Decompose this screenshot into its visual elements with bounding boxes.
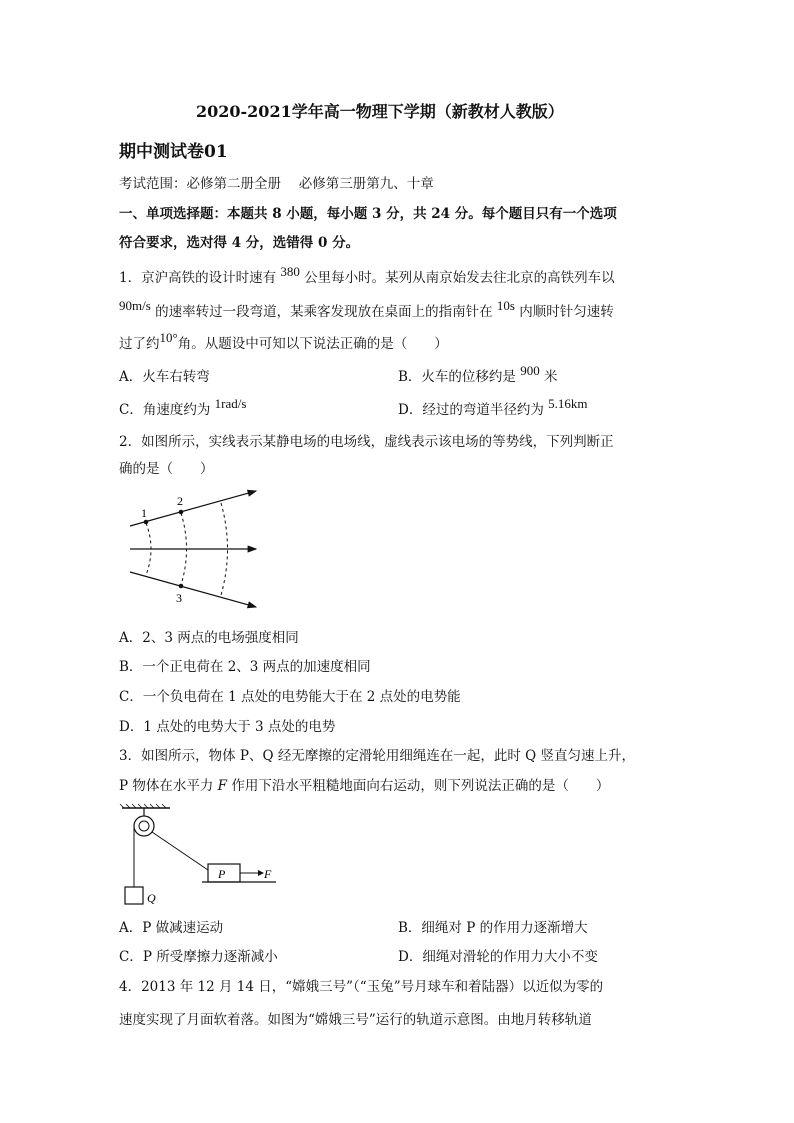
q1-option-c-text: C．角速度约为 bbox=[119, 402, 215, 418]
block-q bbox=[125, 887, 143, 904]
q1-option-c-value: 1rad/s bbox=[214, 396, 247, 411]
point-3 bbox=[179, 584, 184, 589]
q2-option-a: A．2、3 两点的电场强度相同 bbox=[119, 630, 299, 646]
block-q-label: Q bbox=[147, 891, 156, 905]
q2-option-d: D．1 点处的电势大于 3 点处的电势 bbox=[119, 719, 336, 735]
point-1-label: 1 bbox=[141, 506, 147, 520]
test-subtitle: 期中测试卷01 bbox=[119, 142, 228, 162]
q3-option-a: A．P 做减速运动 bbox=[119, 920, 224, 936]
rope-slanted bbox=[152, 832, 208, 870]
point-3-label: 3 bbox=[176, 591, 182, 605]
q1-option-b-unit: 米 bbox=[539, 369, 558, 385]
q1-stem-line1 bbox=[119, 264, 615, 288]
q1-option-d-text: D．经过的弯道半径约为 bbox=[398, 402, 549, 418]
q2-option-b: B．一个正电荷在 2、3 两点的加速度相同 bbox=[119, 659, 371, 675]
electric-field-diagram bbox=[118, 485, 268, 615]
q1-option-c bbox=[119, 396, 247, 420]
q1-text: 公里每小时。某列从南京始发去往北京的高铁列车以 bbox=[299, 270, 615, 286]
q3-stem-line1: 3．如图所示，物体 P、Q 经无摩擦的定滑轮用细绳连在一起，此时 Q 竖直匀速上升， bbox=[119, 748, 635, 764]
point-2-label: 2 bbox=[177, 494, 183, 508]
q3-text: 作用下沿水平粗糙地面向右运动，则下列说法正确的是（ ） bbox=[227, 778, 610, 794]
q2-stem-line2: 确的是（ ） bbox=[119, 461, 214, 477]
q1-option-b-text: B．火车的位移约是 bbox=[398, 369, 521, 385]
section-heading-line1: 一、单项选择题：本题共 8 小题，每小题 3 分，共 24 分。每个题目只有一个选项 bbox=[119, 206, 617, 222]
q1-time-value: 10s bbox=[496, 298, 515, 313]
block-p-label: P bbox=[218, 867, 226, 881]
q2-stem-line1: 2．如图所示，实线表示某静电场的电场线，虚线表示该电场的等势线，下列判断正 bbox=[119, 434, 614, 450]
q3-option-c: C．P 所受摩擦力逐渐减小 bbox=[119, 949, 278, 965]
q1-option-a: A．火车右转弯 bbox=[119, 369, 210, 385]
page-title: 2020-2021学年高一物理下学期（新教材人教版） bbox=[196, 102, 564, 121]
q3-text: P 物体在水平力 bbox=[119, 778, 218, 794]
q1-text: 内顺时针匀速转 bbox=[514, 304, 614, 320]
pulley-hub bbox=[139, 821, 149, 831]
q1-speed-value: 380 bbox=[280, 264, 300, 279]
q4-stem-line2: 速度实现了月面软着落。如图为“嫦娥三号”运行的轨道示意图。由地月转移轨道 bbox=[119, 1012, 592, 1028]
pulley-diagram bbox=[118, 802, 278, 912]
q1-option-b-value: 900 bbox=[520, 363, 540, 378]
point-2 bbox=[179, 510, 184, 515]
q1-text: 的速率转过一段弯道，某乘客发现放在桌面上的指南针在 bbox=[150, 304, 497, 320]
field-line-bottom bbox=[130, 572, 256, 607]
q3-force-symbol: F bbox=[217, 778, 228, 794]
section-heading-line2: 符合要求，选对得 4 分，选错得 0 分。 bbox=[119, 235, 360, 251]
q3-option-b: B．细绳对 P 的作用力逐渐增大 bbox=[398, 920, 588, 936]
q1-text: 角。从题设中可知以下说法正确的是（ ） bbox=[177, 336, 448, 352]
q3-option-d: D．细绳对滑轮的作用力大小不变 bbox=[398, 949, 598, 965]
q1-angle-value: 10° bbox=[159, 330, 178, 345]
q1-text: 过了约 bbox=[119, 336, 160, 352]
force-label: F bbox=[264, 867, 272, 881]
q4-stem-line1: 4．2013 年 12 月 14 日，“嫦娥三号”（“玉兔”号月球车和着陆器）以近似为零的 bbox=[119, 979, 604, 995]
q1-stem-line3 bbox=[119, 330, 448, 354]
q1-stem-line2 bbox=[119, 298, 614, 322]
q1-option-d bbox=[398, 396, 588, 420]
q1-option-d-value: 5.16km bbox=[548, 396, 588, 411]
q2-option-c: C．一个负电荷在 1 点处的电势能大于在 2 点处的电势能 bbox=[119, 689, 461, 705]
exam-scope: 考试范围：必修第二册全册 必修第三册第九、十章 bbox=[119, 176, 434, 192]
q1-text: 1．京沪高铁的设计时速有 bbox=[119, 270, 281, 286]
field-line-top bbox=[130, 491, 256, 526]
q1-option-b bbox=[398, 363, 558, 387]
q1-velocity-value: 90m/s bbox=[119, 298, 151, 313]
q3-stem-line2 bbox=[119, 776, 609, 796]
point-1 bbox=[144, 520, 149, 525]
